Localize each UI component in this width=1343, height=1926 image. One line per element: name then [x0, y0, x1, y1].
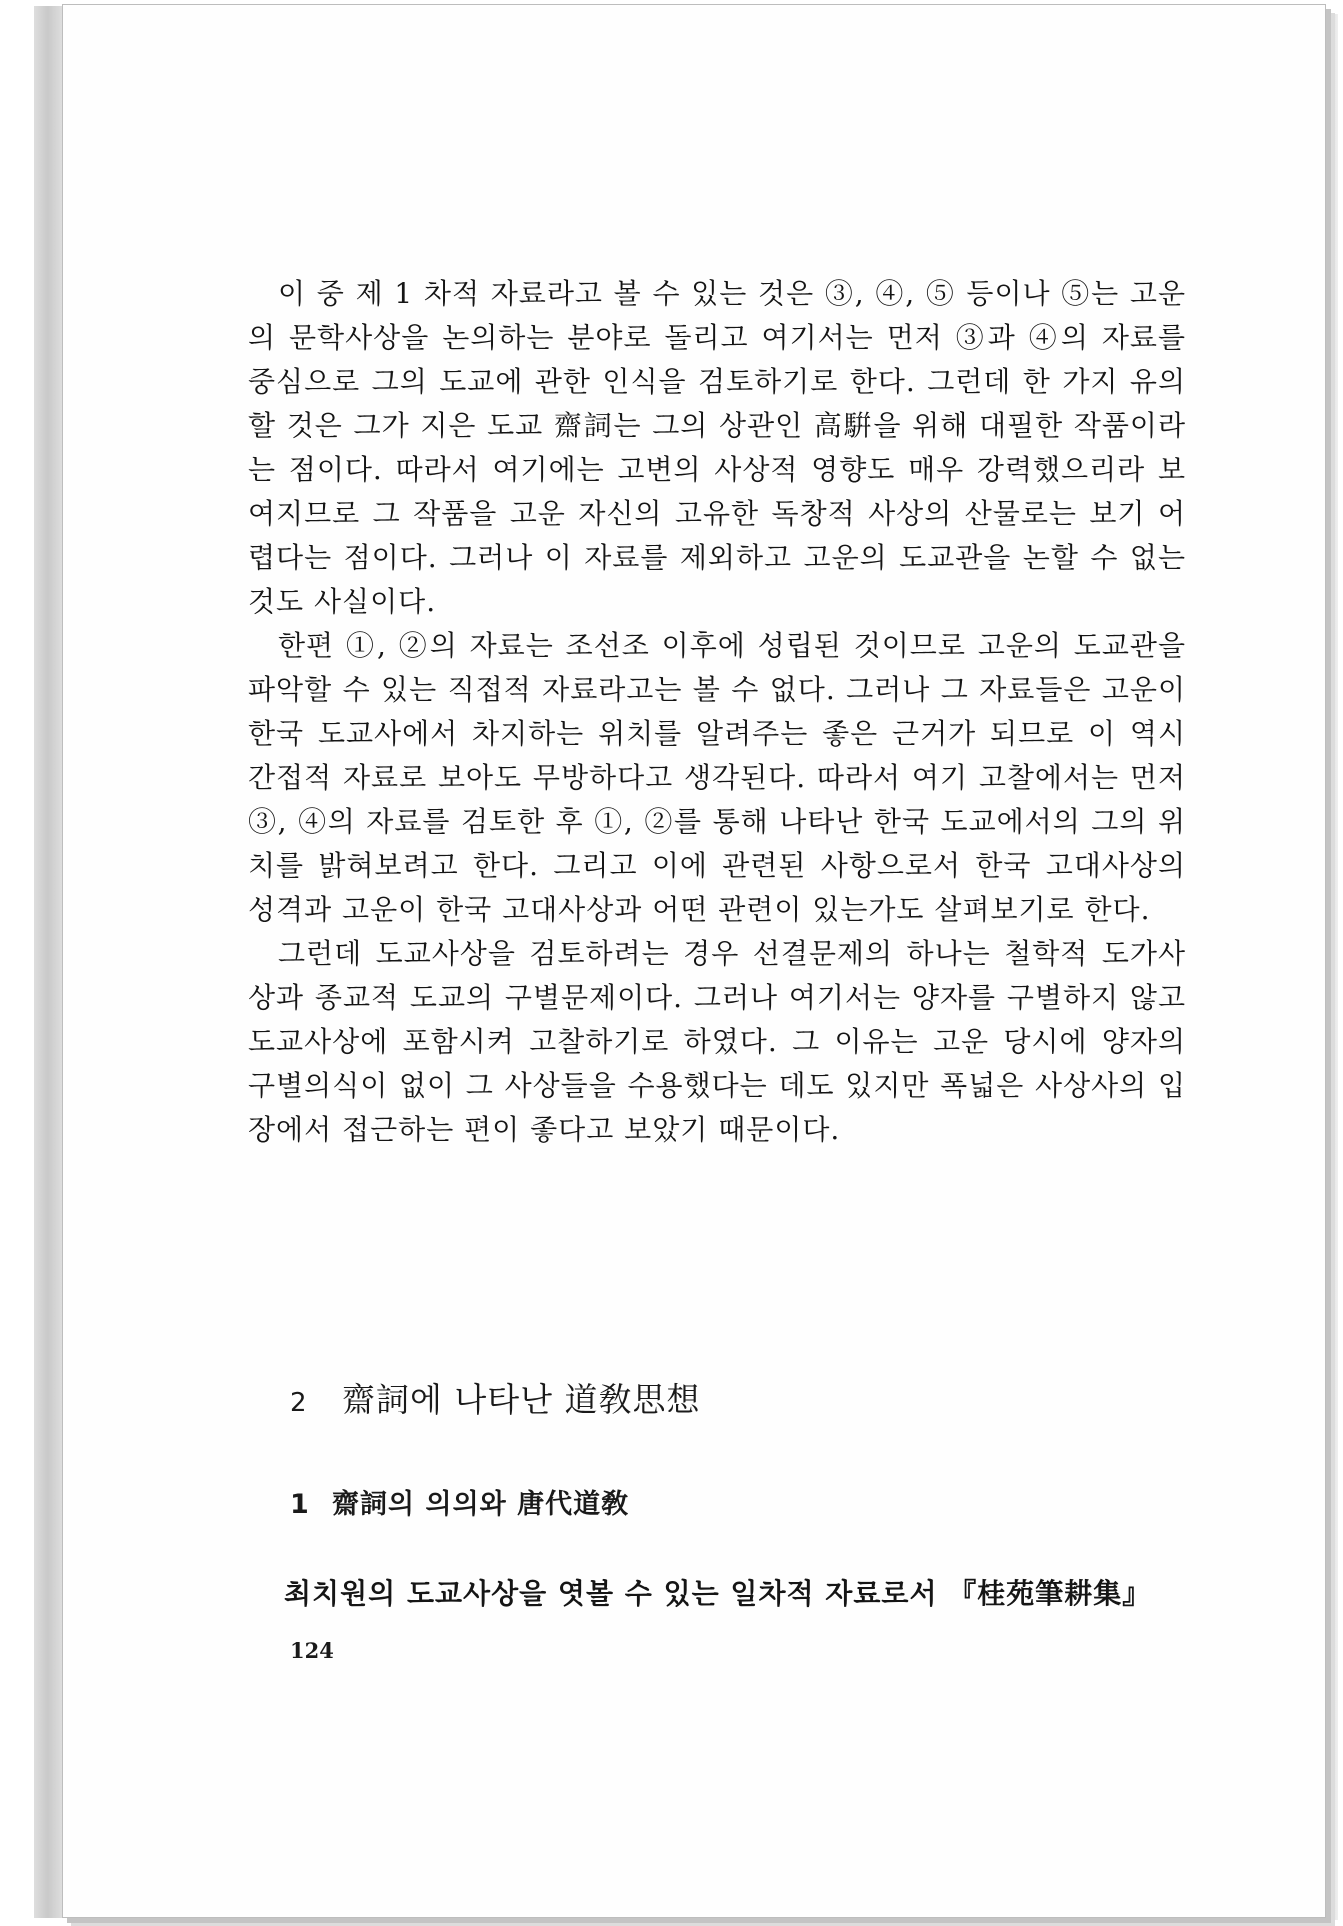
page-number: 124	[290, 1638, 334, 1663]
subsection-number: 1	[290, 1489, 310, 1520]
subsection-title: 齋詞의 의의와 唐代道敎	[332, 1489, 630, 1520]
body-text	[248, 272, 1186, 1152]
paragraph-1: 이 중 제 1 차적 자료라고 볼 수 있는 것은 ③, ④, ⑤ 등이나 ⑤는 고운의 문학사상을 논의하는 분야로 돌리고 여기서는 먼저 ③과 ④의 자료를 중심으로 그의 도교에 관한 인식을 검토하기로 한다. 그런데 한 가지 유의할 것은 그가 지은 도교 齋詞는 그의 상관인 高騈을 위해 대필한 작품이라는 점이다. 따라서 여기에는 고변의 사상적 영향도 매우 강력했으리라 보여지므로 그 작품을 고운 자신의 고유한 독창적 사상의 산물로는 보기 어렵다는 점이다. 그러나 이 자료를 제외하고 고운의 도교관을 논할 수 없는 것도 사실이다.	[248, 277, 1186, 618]
subsection-lead-text: 최치원의 도교사상을 엿볼 수 있는 일차적 자료로서 『桂苑筆耕集』	[284, 1577, 1152, 1610]
subsection-heading	[290, 1482, 629, 1521]
section-heading	[290, 1374, 701, 1421]
page-stack-edge	[1326, 14, 1338, 1920]
paragraph-3: 그런데 도교사상을 검토하려는 경우 선결문제의 하나는 철학적 도가사상과 종교적 도교의 구별문제이다. 그러나 여기서는 양자를 구별하지 않고 도교사상에 포함시켜 고찰하기로 하였다. 그 이유는 고운 당시에 양자의 구별의식이 없이 그 사상들을 수용했다는 데도 있지만 폭넓은 사상사의 입장에서 접근하는 편이 좋다고 보았기 때문이다.	[248, 937, 1186, 1146]
section-title: 齋詞에 나타난 道敎思想	[342, 1380, 701, 1419]
section-number: 2	[290, 1388, 308, 1418]
paragraph-2: 한편 ①, ②의 자료는 조선조 이후에 성립된 것이므로 고운의 도교관을 파악할 수 있는 직접적 자료라고는 볼 수 없다. 그러나 그 자료들은 고운이 한국 도교사에서 차지하는 위치를 알려주는 좋은 근거가 되므로 이 역시 간접적 자료로 보아도 무방하다고 생각된다. 따라서 여기 고찰에서는 먼저 ③, ④의 자료를 검토한 후 ①, ②를 통해 나타난 한국 도교에서의 그의 위치를 밝혀보려고 한다. 그리고 이에 관련된 사항으로서 한국 고대사상의 성격과 고운이 한국 고대사상과 어떤 관련이 있는가도 살펴보기로 한다.	[248, 629, 1186, 926]
